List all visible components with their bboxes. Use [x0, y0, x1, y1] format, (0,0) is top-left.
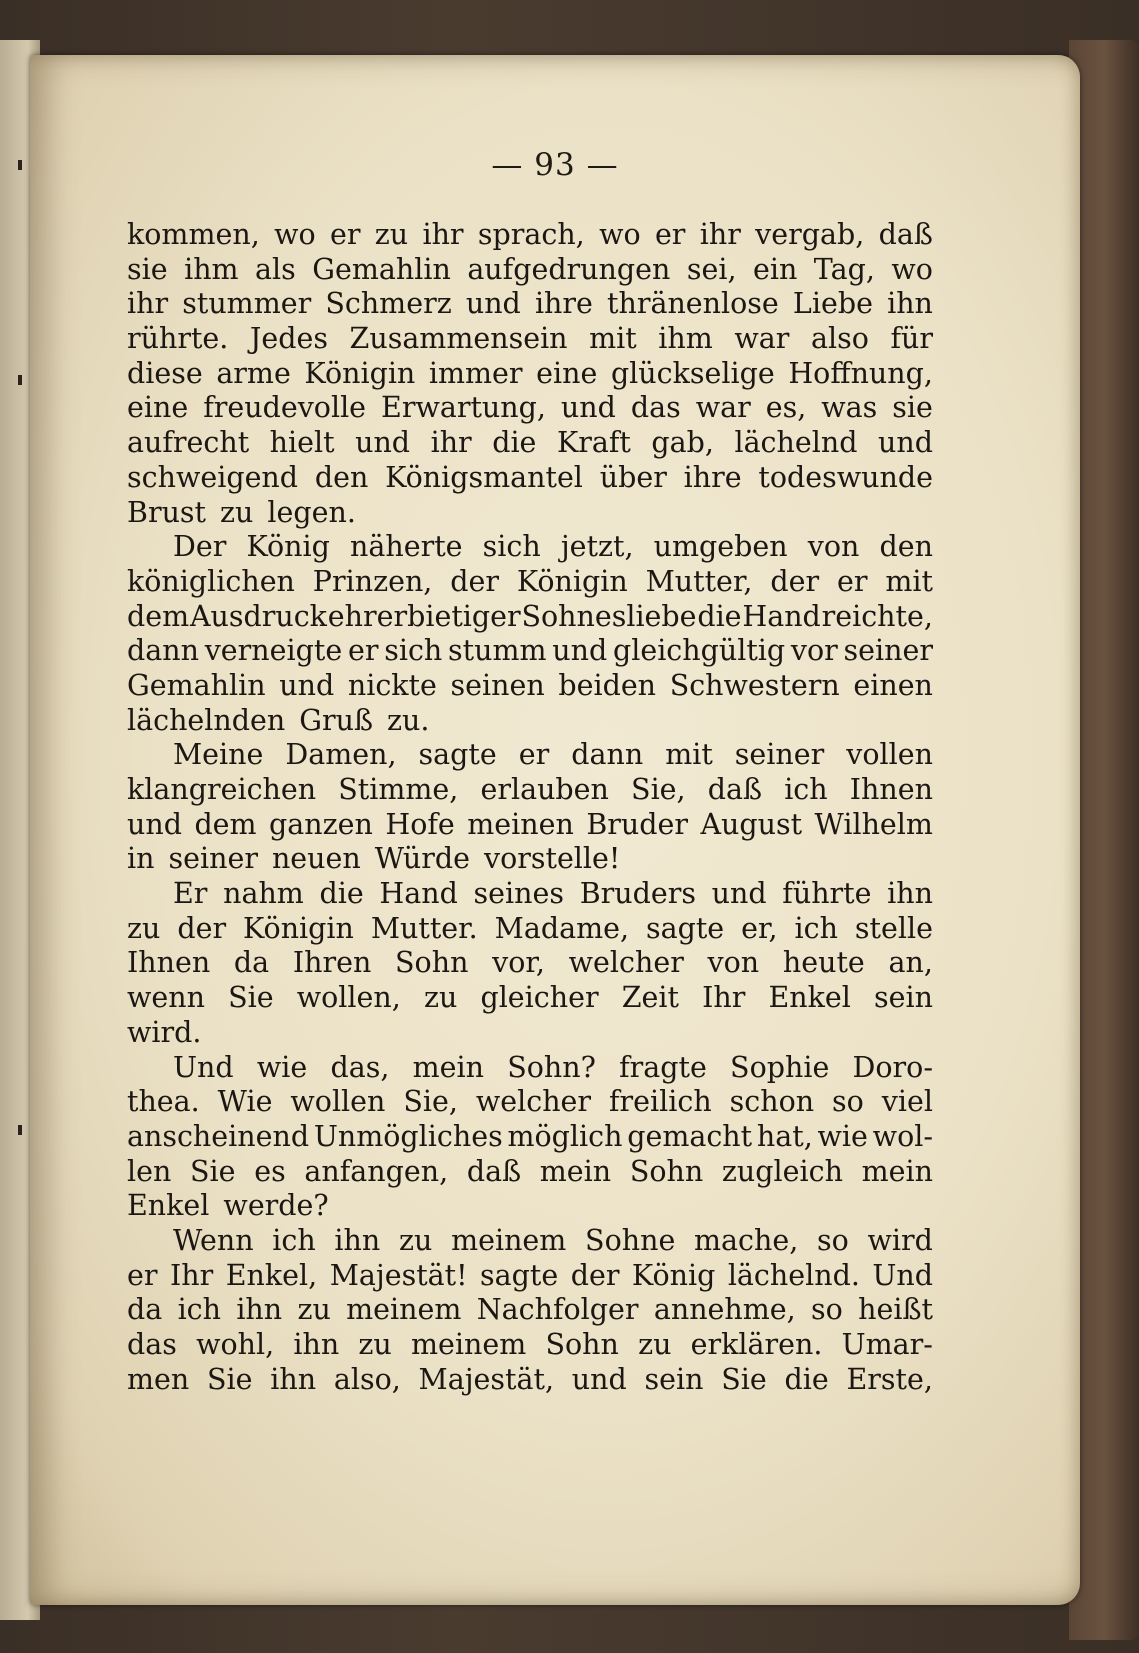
text-line	[127, 912, 933, 947]
word: Wie	[217, 1085, 273, 1119]
word: anscheinend	[127, 1119, 310, 1153]
word: er	[127, 1258, 158, 1292]
word: die	[784, 1362, 829, 1396]
word: Sohne	[585, 1223, 676, 1257]
word: dem	[127, 599, 190, 633]
word: die	[697, 599, 742, 633]
word: von	[707, 946, 760, 980]
word: ihn	[887, 877, 933, 911]
word: er	[347, 634, 379, 668]
word: ihre	[683, 460, 742, 494]
word: zu	[398, 1223, 433, 1257]
word: Unmögliches	[313, 1119, 503, 1153]
word: August	[700, 807, 803, 841]
word: daß	[707, 773, 763, 806]
word: als	[255, 252, 296, 286]
word: wohl,	[196, 1328, 275, 1361]
word: wie	[817, 1119, 868, 1153]
word: sagte	[480, 1258, 559, 1292]
word: arme	[216, 356, 291, 390]
word: über	[599, 460, 667, 494]
word: zu	[127, 911, 161, 945]
word: Wilhelm	[814, 807, 933, 841]
word: Sohnesliebe	[521, 599, 697, 633]
word: klangreichen	[127, 773, 317, 806]
word: Damen,	[285, 738, 397, 772]
word: ich	[272, 1223, 316, 1257]
text-line	[127, 322, 933, 357]
word: Majestät!	[329, 1258, 468, 1292]
word: er	[654, 218, 686, 251]
word: Sie	[207, 1362, 253, 1396]
word: Sohn	[395, 946, 469, 980]
word: Enkel	[768, 981, 851, 1015]
word: zu.	[387, 703, 430, 737]
word: neuen	[271, 842, 361, 876]
word: eine	[536, 356, 598, 390]
word: ein	[752, 252, 798, 286]
word: mein	[861, 1154, 933, 1188]
text-line	[127, 287, 933, 322]
word: Stimme,	[338, 773, 459, 806]
word: sich	[482, 530, 541, 564]
word: wollen,	[296, 981, 401, 1015]
word: Schwestern	[669, 668, 840, 702]
word: er,	[741, 911, 778, 945]
text-line	[127, 391, 933, 426]
word: seiner	[843, 634, 933, 668]
word: Liebe	[792, 287, 873, 321]
word: mein	[412, 1050, 484, 1084]
text-line	[127, 1259, 933, 1294]
word: ihm	[184, 252, 239, 286]
word: meinem	[410, 1328, 527, 1361]
word: der	[570, 1258, 620, 1292]
word: Jedes	[249, 322, 328, 356]
word: Königin	[243, 911, 354, 945]
word: an,	[888, 946, 933, 980]
word: die	[492, 426, 537, 460]
word: sagte	[645, 911, 725, 945]
word: Sohn	[629, 1154, 704, 1188]
word: ich	[794, 911, 838, 945]
word: reichte,	[821, 599, 933, 633]
word: seines	[473, 877, 565, 911]
word: in	[127, 842, 155, 876]
text-line	[127, 808, 933, 843]
word: wollen	[290, 1085, 386, 1119]
word: Zeit	[621, 981, 679, 1015]
text-line	[127, 981, 933, 1016]
word: stelle	[854, 911, 933, 945]
word: Hofe	[385, 807, 455, 841]
word: so	[817, 1223, 849, 1257]
word: näherte	[350, 530, 463, 564]
word: zu	[423, 981, 458, 1015]
word: ihre	[534, 287, 593, 321]
word: fragte	[619, 1050, 707, 1084]
word: Gemahlin	[127, 668, 266, 702]
word: König	[631, 1258, 716, 1292]
text-line	[127, 842, 933, 877]
word: ihn	[236, 1293, 283, 1327]
word: König	[246, 530, 330, 564]
word: zu	[374, 218, 409, 251]
word: Doro-	[852, 1050, 933, 1084]
word: wo	[891, 252, 933, 286]
word: Wenn	[173, 1223, 254, 1257]
word: Zusammensein	[349, 322, 568, 356]
word: da	[127, 1293, 163, 1327]
word: ihr	[699, 218, 741, 251]
text-line	[127, 669, 933, 704]
word: ihm	[658, 322, 713, 356]
word: ihr	[422, 218, 464, 251]
word: vorstelle!	[483, 842, 621, 876]
word: mit	[589, 322, 637, 356]
text-line	[127, 600, 933, 635]
word: freudevolle	[203, 391, 367, 425]
text-line	[127, 530, 933, 565]
word: werde?	[223, 1189, 329, 1223]
word: Majestät,	[418, 1362, 555, 1396]
word: sich	[384, 634, 443, 668]
word: schweigend	[127, 460, 299, 494]
word: Königin	[516, 564, 628, 598]
word: vor,	[492, 946, 545, 980]
word: und	[355, 426, 411, 460]
text-line	[127, 1051, 933, 1086]
word: Gemahlin	[312, 252, 451, 286]
word: das	[127, 1328, 177, 1361]
word: mit	[885, 564, 933, 598]
word: vergab,	[755, 218, 865, 251]
word: heute	[782, 946, 865, 980]
text-line	[127, 1363, 933, 1398]
word: ihn	[293, 1328, 340, 1361]
word: aufrecht	[127, 426, 250, 460]
text-line	[127, 1224, 933, 1259]
word: sie	[127, 252, 168, 286]
word: war	[734, 322, 790, 356]
word: lächelnd	[734, 426, 858, 460]
word: dann	[127, 634, 199, 668]
word: jetzt,	[560, 530, 634, 564]
word: Königin	[304, 356, 416, 390]
word: und	[571, 1362, 627, 1396]
text-line	[127, 565, 933, 600]
word: also,	[333, 1362, 401, 1396]
word: und	[560, 391, 616, 425]
word: freilich	[608, 1085, 712, 1119]
word: zu	[638, 1328, 672, 1361]
word: Der	[173, 530, 227, 564]
word: umgeben	[653, 530, 788, 564]
word: welcher	[568, 946, 684, 980]
word: was	[821, 391, 878, 425]
text-line	[127, 704, 933, 739]
text-line	[127, 426, 933, 461]
word: wo	[274, 218, 316, 251]
word: wie	[256, 1050, 308, 1084]
word: immer	[428, 356, 523, 390]
text-line	[127, 218, 933, 253]
word: ihr	[127, 287, 169, 321]
word: so	[832, 1085, 864, 1119]
word: zu	[297, 1293, 331, 1327]
page-number: — 93 —	[491, 147, 619, 183]
word: Sie	[721, 1362, 767, 1396]
word: Ausdruck	[189, 599, 327, 633]
word: stumm	[448, 634, 547, 668]
word: Tag,	[813, 252, 875, 286]
word: vor	[790, 634, 838, 668]
text-line	[127, 1016, 933, 1051]
word: Erwartung,	[381, 391, 546, 425]
text-line	[127, 738, 933, 773]
word: sprach,	[477, 218, 585, 251]
word: er	[518, 738, 550, 772]
word: todeswunde	[758, 460, 933, 494]
text-line	[127, 773, 933, 808]
word: welcher	[475, 1085, 592, 1119]
word: und	[711, 877, 767, 911]
word: len	[127, 1154, 172, 1188]
word: Mutter.	[370, 911, 478, 945]
word: wo	[599, 218, 641, 251]
word: thea.	[127, 1085, 200, 1119]
word: Ihren	[292, 946, 372, 980]
word: meinem	[346, 1293, 462, 1327]
word: ich	[177, 1293, 221, 1327]
word: sie	[892, 391, 933, 425]
word: Sie,	[403, 1085, 458, 1119]
word: Er	[173, 877, 208, 911]
text-line	[127, 877, 933, 912]
word: rührte.	[127, 322, 229, 356]
word: die	[319, 877, 364, 911]
word: anfangen,	[304, 1154, 449, 1188]
word: und	[279, 668, 335, 702]
text-line	[127, 1293, 933, 1328]
word: Sie	[228, 981, 274, 1015]
word: und	[465, 287, 521, 321]
word: und	[552, 634, 608, 668]
word: erklären.	[690, 1328, 823, 1361]
word: ihr	[430, 426, 472, 460]
margin-mark	[18, 1125, 22, 1135]
word: dem	[194, 807, 257, 841]
word: meinem	[451, 1223, 567, 1257]
word: ganzen	[269, 807, 373, 841]
word: gleicher	[480, 981, 599, 1015]
word: Würde	[374, 842, 470, 876]
word: Sie	[190, 1154, 236, 1188]
text-line	[127, 1328, 933, 1363]
word: das	[630, 391, 681, 425]
word: sein	[644, 1362, 704, 1396]
word: Erste,	[846, 1362, 933, 1396]
word: und	[127, 807, 182, 841]
margin-mark	[18, 160, 22, 170]
word: Gruß	[299, 703, 374, 737]
word: mit	[665, 738, 713, 772]
word: ihn	[887, 287, 933, 321]
word: Königsmantel	[385, 460, 583, 494]
word: lächelnd.	[727, 1258, 860, 1292]
word: diese	[127, 356, 203, 390]
word: aufgedrungen	[467, 252, 671, 286]
word: Madame,	[494, 911, 630, 945]
word: zugleich	[721, 1154, 843, 1188]
word: Ihnen	[127, 946, 211, 980]
word: es	[254, 1154, 286, 1188]
word: führte	[782, 877, 872, 911]
word: der	[770, 564, 820, 598]
word: ich	[784, 773, 828, 806]
word: mache,	[694, 1223, 799, 1257]
word: Umar-	[841, 1328, 933, 1361]
word: nahm	[223, 877, 304, 911]
word: Mutter,	[645, 564, 753, 598]
word: Bruders	[579, 877, 696, 911]
word: gab,	[651, 426, 714, 460]
word: schon	[729, 1085, 815, 1119]
word: Brust	[127, 495, 207, 529]
word: Enkel	[127, 1189, 210, 1223]
text-line	[127, 357, 933, 392]
text-line	[127, 634, 933, 669]
word: Hand	[379, 877, 458, 911]
word: daß	[878, 218, 933, 251]
word: war	[695, 391, 751, 425]
text-line	[127, 1120, 933, 1155]
word: Und	[173, 1050, 234, 1084]
word: es,	[765, 391, 807, 425]
word: wird	[867, 1223, 933, 1257]
text-line	[127, 1155, 933, 1190]
word: stummer	[182, 287, 312, 321]
word: den	[314, 460, 369, 494]
word: zu	[358, 1328, 392, 1361]
word: ihn	[334, 1223, 381, 1257]
word: dann	[571, 738, 644, 772]
word: mein	[539, 1154, 612, 1188]
word: wenn	[127, 981, 205, 1015]
word: sei,	[686, 252, 737, 286]
word: für	[890, 322, 933, 356]
word: seiner	[168, 842, 258, 876]
word: glückselige	[610, 356, 775, 390]
word: Ihr	[169, 1258, 214, 1292]
word: Nachfolger	[476, 1293, 639, 1327]
word: also	[810, 322, 869, 356]
book-page	[30, 55, 1080, 1605]
word: Schmerz	[325, 287, 452, 321]
text-line	[127, 1085, 933, 1120]
word: wol-	[872, 1119, 933, 1153]
word: nickte	[347, 668, 437, 702]
word: Prinzen,	[312, 564, 433, 598]
word: vollen	[846, 738, 933, 772]
word: wird.	[127, 1015, 202, 1049]
word: der	[450, 564, 499, 598]
word: verneigte	[204, 634, 343, 668]
word: Ihnen	[849, 773, 933, 806]
text-line	[127, 946, 933, 981]
word: hielt	[269, 426, 335, 460]
word: einen	[853, 668, 933, 702]
word: eine	[127, 391, 189, 425]
word: gemacht	[627, 1119, 753, 1153]
word: Sie,	[631, 773, 686, 806]
word: so	[811, 1293, 843, 1327]
body-text	[127, 218, 933, 1397]
word: Ihr	[702, 981, 746, 1015]
word: Hand	[742, 599, 821, 633]
word: Und	[872, 1258, 933, 1292]
word: legen.	[267, 495, 356, 529]
word: das,	[330, 1050, 390, 1084]
word: Hoffnung,	[788, 356, 933, 390]
word: Kraft	[556, 426, 631, 460]
word: annehme,	[653, 1293, 796, 1327]
text-line	[127, 1189, 933, 1224]
word: erlauben	[480, 773, 609, 806]
word: königlichen	[127, 564, 295, 598]
word: gleichgültig	[612, 634, 786, 668]
word: und	[877, 426, 933, 460]
word: beiden	[558, 668, 657, 702]
word: seiner	[734, 738, 825, 772]
word: sein	[874, 981, 933, 1015]
word: Sophie	[730, 1050, 830, 1084]
word: möglich	[507, 1119, 623, 1153]
word: thränenlose	[607, 287, 779, 321]
word: viel	[881, 1085, 933, 1119]
word: heißt	[858, 1293, 933, 1327]
word: der	[177, 911, 227, 945]
word: meinen	[467, 807, 574, 841]
word: den	[879, 530, 933, 564]
word: von	[807, 530, 860, 564]
word: er	[329, 218, 361, 251]
text-line	[127, 461, 933, 496]
word: daß	[466, 1154, 522, 1188]
word: Enkel,	[225, 1258, 318, 1292]
word: Sohn	[545, 1328, 619, 1361]
word: Bruder	[586, 807, 688, 841]
text-line	[127, 253, 933, 288]
word: zu	[220, 495, 254, 529]
word: ihn	[270, 1362, 317, 1396]
word: Meine	[173, 738, 264, 772]
word: lächelnden	[127, 703, 286, 737]
word: hat,	[756, 1119, 813, 1153]
word: seinen	[450, 668, 545, 702]
word: er	[836, 564, 868, 598]
word: men	[127, 1362, 190, 1396]
text-line	[127, 496, 933, 531]
word: kommen,	[127, 218, 260, 251]
margin-mark	[18, 375, 22, 385]
word: Sohn?	[507, 1050, 596, 1084]
word: da	[233, 946, 270, 980]
word: sagte	[418, 738, 497, 772]
word: ehrerbietiger	[327, 599, 521, 633]
